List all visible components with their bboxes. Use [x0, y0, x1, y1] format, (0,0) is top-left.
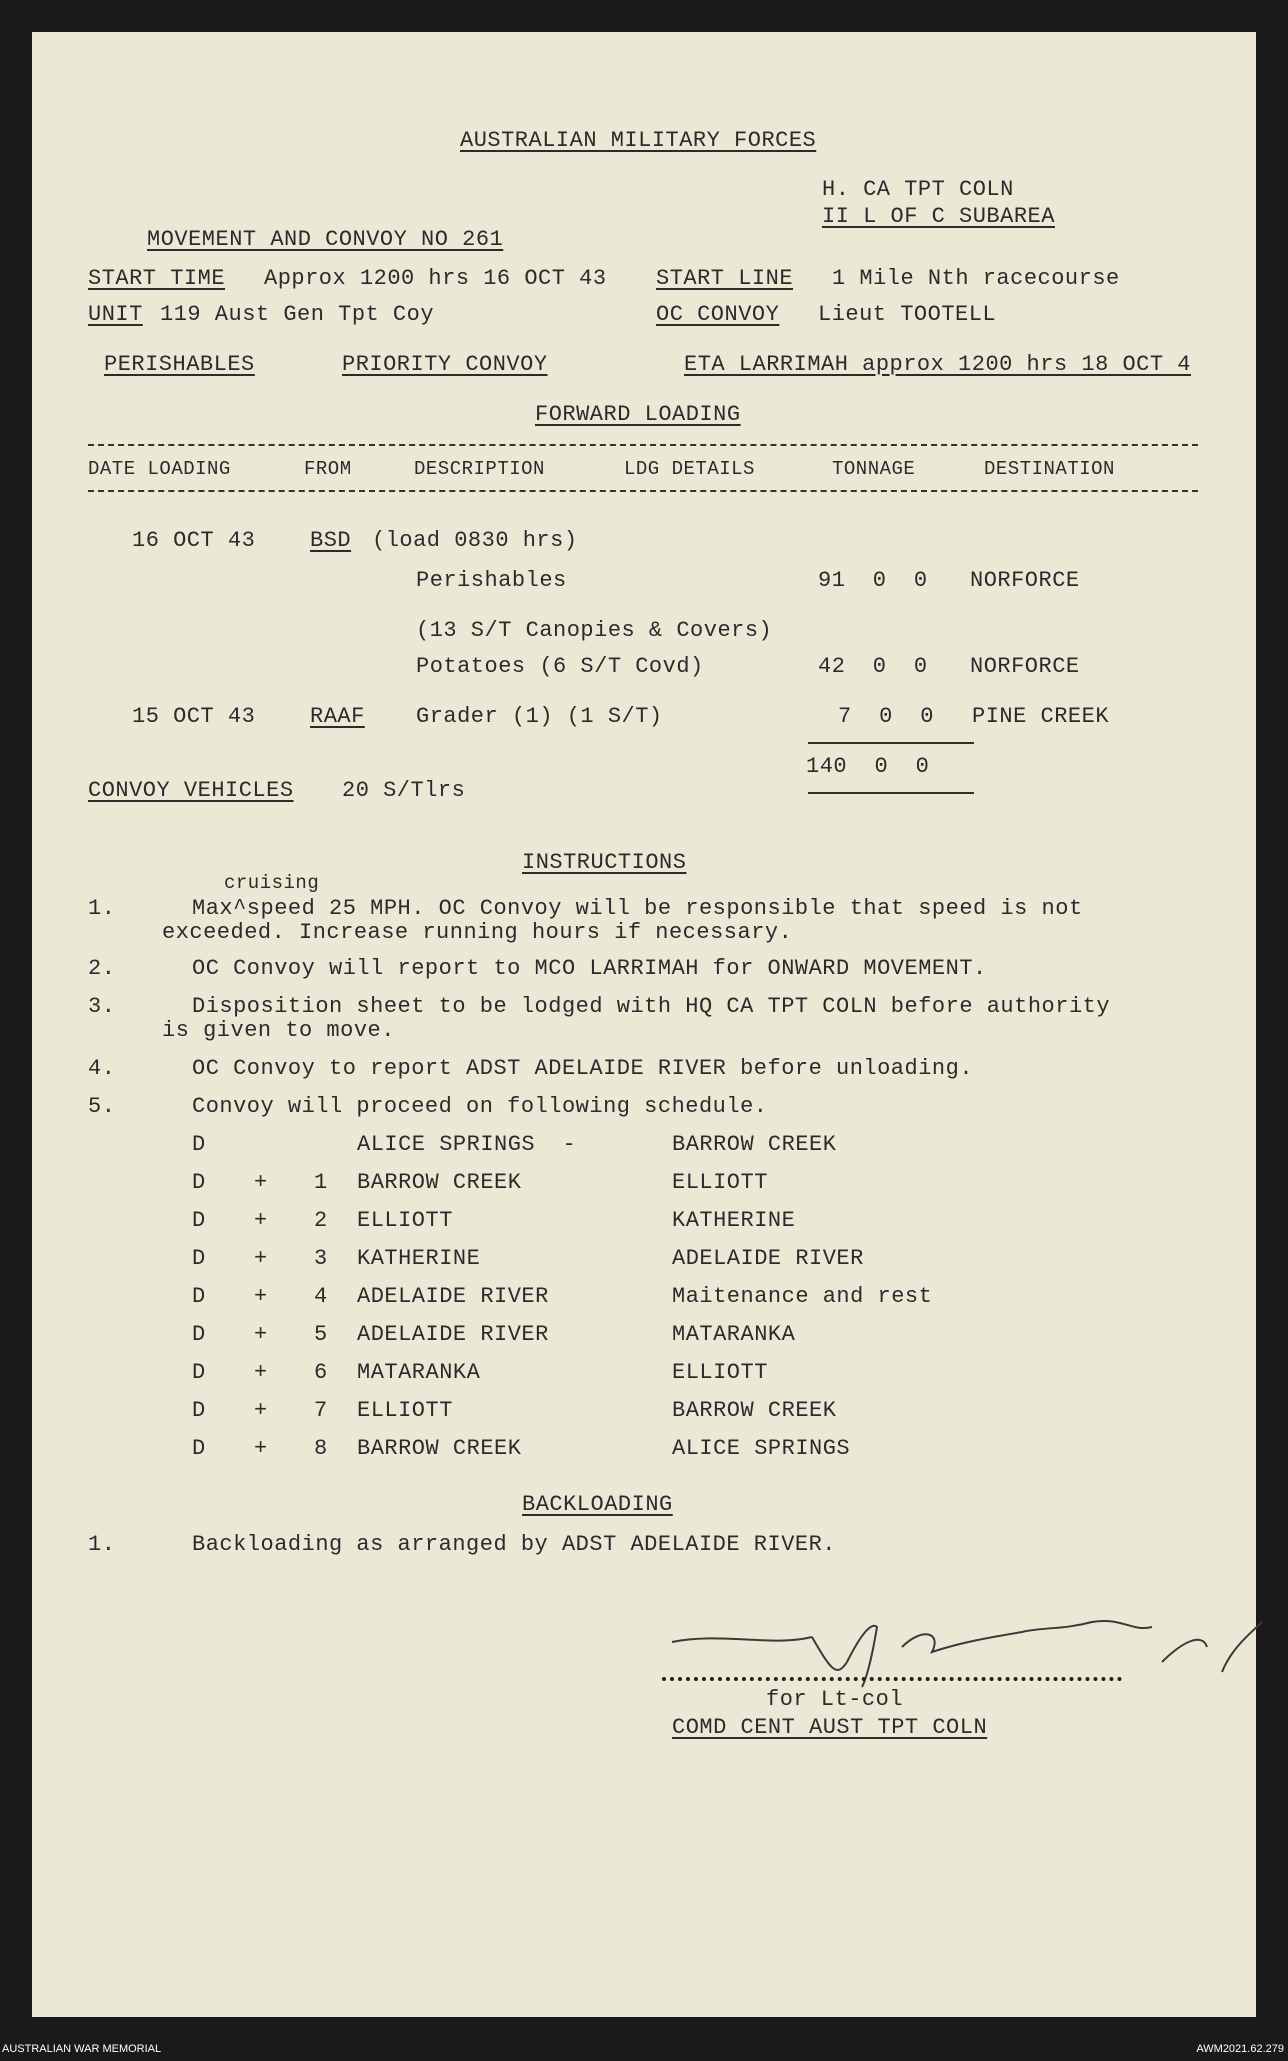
- schedule-from: MATARANKA: [357, 1360, 481, 1385]
- schedule-offset: 1: [314, 1170, 328, 1195]
- row1-date: 16 OCT 43: [132, 528, 256, 553]
- backloading-1-number: 1.: [88, 1532, 116, 1557]
- eta-label: ETA LARRIMAH approx 1200 hrs 18 OCT 4: [684, 352, 1191, 377]
- schedule-plus: +: [254, 1436, 268, 1461]
- instruction-3-line-a: Disposition sheet to be lodged with HQ CA TPT COLN before authority: [192, 994, 1111, 1019]
- schedule-plus: +: [254, 1284, 268, 1309]
- schedule-day: D: [192, 1398, 206, 1423]
- row1-load-note: (load 0830 hrs): [372, 528, 578, 553]
- row1-tonnage: 91 0 0: [818, 568, 928, 593]
- signature-dotted-line: [662, 1677, 1122, 1681]
- total-tonnage: 140 0 0: [806, 754, 930, 779]
- unit-value: 119 Aust Gen Tpt Coy: [160, 302, 435, 327]
- col-header-ldg-details: LDG DETAILS: [624, 458, 755, 480]
- perishables-label: PERISHABLES: [104, 352, 255, 377]
- start-time-label: START TIME: [88, 266, 226, 291]
- row3-from: RAAF: [310, 704, 365, 729]
- signature-comd: COMD CENT AUST TPT COLN: [672, 1715, 988, 1740]
- signature-for: for Lt-col: [766, 1687, 904, 1712]
- convoy-vehicles-value: 20 S/Tlrs: [342, 778, 466, 803]
- instruction-1-number: 1.: [88, 896, 116, 921]
- schedule-plus: +: [254, 1360, 268, 1385]
- instruction-5-text: Convoy will proceed on following schedule.: [192, 1094, 768, 1119]
- instruction-1-line-a: Max^speed 25 MPH. OC Convoy will be responsible that speed is not: [192, 896, 1083, 921]
- schedule-plus: +: [254, 1208, 268, 1233]
- row2-description-a: (13 S/T Canopies & Covers): [416, 618, 773, 643]
- schedule-day: D: [192, 1208, 206, 1233]
- row3-date: 15 OCT 43: [132, 704, 256, 729]
- schedule-offset: 2: [314, 1208, 328, 1233]
- schedule-from: ALICE SPRINGS -: [357, 1132, 577, 1157]
- footer-left: AUSTRALIAN WAR MEMORIAL: [2, 2043, 162, 2055]
- instruction-2-number: 2.: [88, 956, 116, 981]
- schedule-from: BARROW CREEK: [357, 1436, 522, 1461]
- schedule-to: ALICE SPRINGS: [672, 1436, 851, 1461]
- schedule-offset: 5: [314, 1322, 328, 1347]
- schedule-day: D: [192, 1170, 206, 1195]
- oc-convoy-value: Lieut TOOTELL: [818, 302, 997, 327]
- schedule-offset: 4: [314, 1284, 328, 1309]
- row2-description-b: Potatoes (6 S/T Covd): [416, 654, 704, 679]
- backloading-1-text: Backloading as arranged by ADST ADELAIDE RIVER.: [192, 1532, 837, 1557]
- col-header-tonnage: TONNAGE: [832, 458, 916, 480]
- table-top-rule: [88, 444, 1198, 446]
- schedule-to: ADELAIDE RIVER: [672, 1246, 864, 1271]
- oc-convoy-label: OC CONVOY: [656, 302, 780, 327]
- start-time-value: Approx 1200 hrs 16 OCT 43: [264, 266, 607, 291]
- col-header-date: DATE LOADING: [88, 458, 231, 480]
- schedule-offset: 6: [314, 1360, 328, 1385]
- instruction-1-line-b: exceeded. Increase running hours if necessary.: [162, 920, 793, 945]
- document-title: AUSTRALIAN MILITARY FORCES: [460, 128, 817, 153]
- movement-title: MOVEMENT AND CONVOY NO 261: [147, 227, 504, 252]
- table-header-rule: [88, 490, 1198, 492]
- schedule-offset: 3: [314, 1246, 328, 1271]
- schedule-offset: 7: [314, 1398, 328, 1423]
- start-line-label: START LINE: [656, 266, 794, 291]
- schedule-to: KATHERINE: [672, 1208, 796, 1233]
- schedule-to: ELLIOTT: [672, 1170, 768, 1195]
- schedule-to: BARROW CREEK: [672, 1398, 837, 1423]
- schedule-day: D: [192, 1284, 206, 1309]
- instruction-4-number: 4.: [88, 1056, 116, 1081]
- schedule-from: KATHERINE: [357, 1246, 481, 1271]
- row2-tonnage: 42 0 0: [818, 654, 928, 679]
- col-header-description: DESCRIPTION: [414, 458, 545, 480]
- total-top-rule: [808, 742, 974, 744]
- col-header-destination: DESTINATION: [984, 458, 1115, 480]
- hq-line-2: II L OF C SUBAREA: [822, 204, 1055, 229]
- schedule-to: BARROW CREEK: [672, 1132, 837, 1157]
- schedule-plus: +: [254, 1246, 268, 1271]
- schedule-to: MATARANKA: [672, 1322, 796, 1347]
- schedule-from: ADELAIDE RIVER: [357, 1284, 549, 1309]
- row1-from: BSD: [310, 528, 352, 553]
- unit-label: UNIT: [88, 302, 143, 327]
- schedule-to: Maitenance and rest: [672, 1284, 933, 1309]
- schedule-plus: +: [254, 1322, 268, 1347]
- schedule-plus: +: [254, 1170, 268, 1195]
- schedule-to: ELLIOTT: [672, 1360, 768, 1385]
- start-line-value: 1 Mile Nth racecourse: [832, 266, 1120, 291]
- schedule-offset: 8: [314, 1436, 328, 1461]
- schedule-plus: +: [254, 1398, 268, 1423]
- convoy-vehicles-label: CONVOY VEHICLES: [88, 778, 294, 803]
- backloading-title: BACKLOADING: [522, 1492, 673, 1517]
- instruction-2-text: OC Convoy will report to MCO LARRIMAH for ONWARD MOVEMENT.: [192, 956, 987, 981]
- schedule-day: D: [192, 1360, 206, 1385]
- forward-loading-title: FORWARD LOADING: [535, 402, 741, 427]
- col-header-from: FROM: [304, 458, 352, 480]
- instructions-title: INSTRUCTIONS: [522, 850, 687, 875]
- instruction-4-text: OC Convoy to report ADST ADELAIDE RIVER before unloading.: [192, 1056, 974, 1081]
- priority-convoy-label: PRIORITY CONVOY: [342, 352, 548, 377]
- hq-line-1: H. CA TPT COLN: [822, 177, 1014, 202]
- schedule-day: D: [192, 1246, 206, 1271]
- row3-description: Grader (1) (1 S/T): [416, 704, 663, 729]
- document-page: [32, 32, 1256, 2017]
- schedule-from: ADELAIDE RIVER: [357, 1322, 549, 1347]
- row1-description: Perishables: [416, 568, 567, 593]
- row3-destination: PINE CREEK: [972, 704, 1110, 729]
- row1-destination: NORFORCE: [970, 568, 1080, 593]
- footer-right: AWM2021.62.279: [1196, 2043, 1284, 2055]
- schedule-from: ELLIOTT: [357, 1398, 453, 1423]
- total-bottom-rule: [808, 792, 974, 794]
- instruction-3-number: 3.: [88, 994, 116, 1019]
- handwritten-signature: [662, 1602, 1272, 1702]
- schedule-day: D: [192, 1436, 206, 1461]
- schedule-from: ELLIOTT: [357, 1208, 453, 1233]
- instruction-5-number: 5.: [88, 1094, 116, 1119]
- schedule-day: D: [192, 1132, 206, 1157]
- schedule-from: BARROW CREEK: [357, 1170, 522, 1195]
- instruction-3-line-b: is given to move.: [162, 1018, 395, 1043]
- handwritten-insert: cruising: [224, 872, 320, 894]
- row2-destination: NORFORCE: [970, 654, 1080, 679]
- schedule-day: D: [192, 1322, 206, 1347]
- row3-tonnage: 7 0 0: [838, 704, 934, 729]
